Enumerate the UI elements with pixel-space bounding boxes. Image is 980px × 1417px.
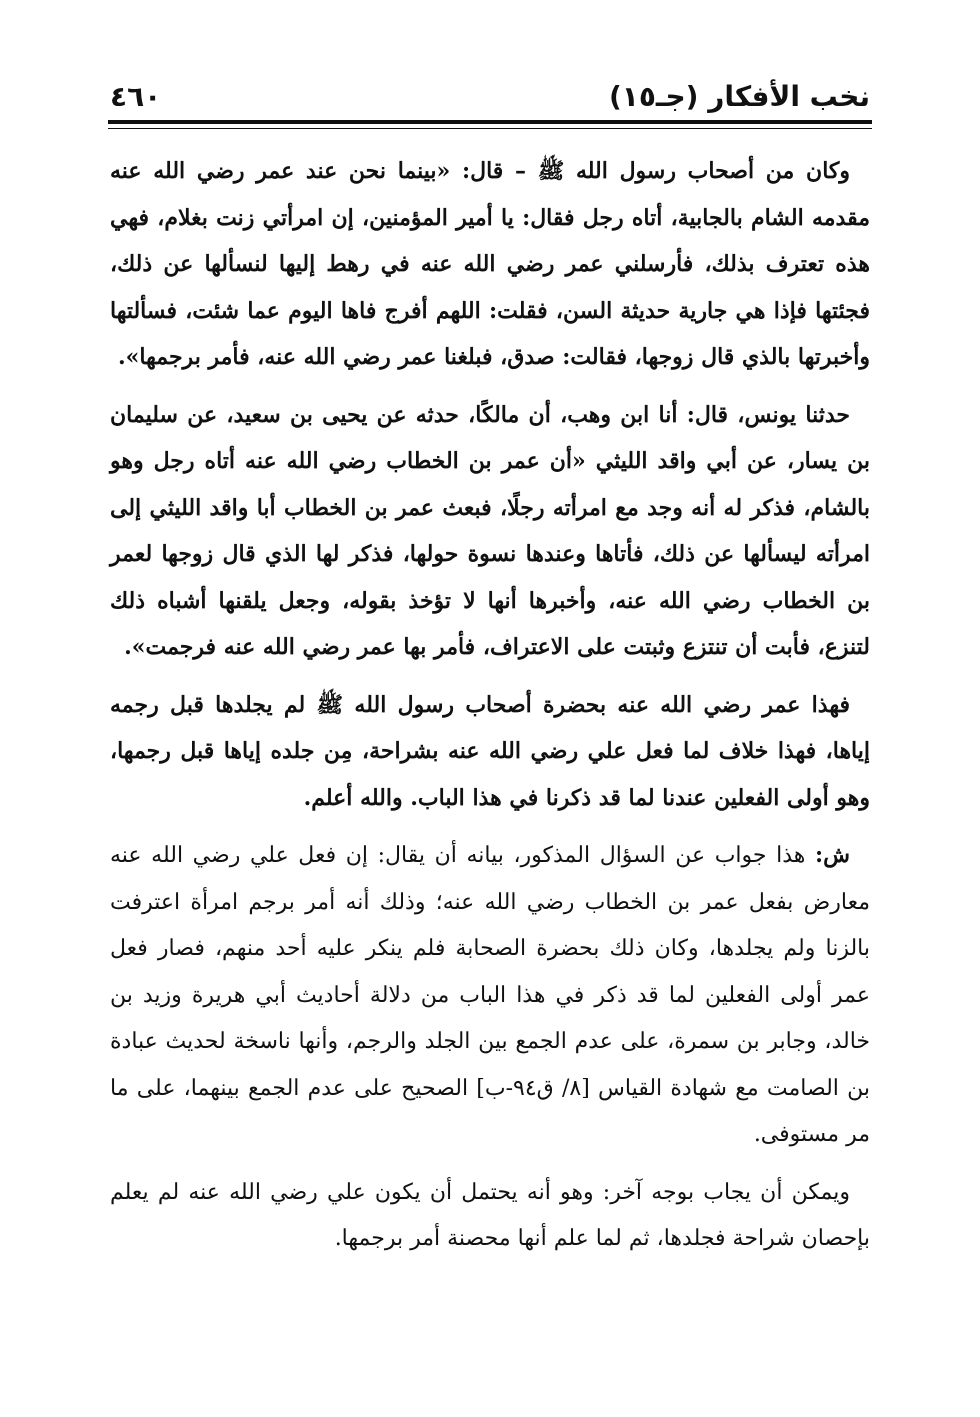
book-title: نخب الأفكار (جـ١٥) — [608, 80, 870, 113]
page-header — [110, 80, 870, 113]
header-rule-thick — [108, 120, 872, 124]
sharh-marker: ش: — [815, 842, 850, 868]
paragraph-commentary: فهذا عمر رضي الله عنه بحضرة أصحاب رسول الله ﷺ لم يجلدها قبل رجمه إياها، فهذا خلاف لما فعل علي رضي الله عنه بشراحة، مِن جلده إياها قبل رجمها، وهو أولى الفعلين عندنا لما قد ذكرنا في هذا الباب. والله أعلم. — [110, 691, 870, 811]
page-number: ٤٦٠ — [110, 80, 162, 113]
paragraph-hadith-2: حدثنا يونس، قال: أنا ابن وهب، أن مالكًا، حدثه عن يحيى بن سعيد، عن سليمان بن يسار، عن أبي واقد الليثي «أن عمر بن الخطاب رضي الله عنه أتاه رجل وهو بالشام، فذكر له أنه وجد مع امرأته رجلًا، فبعث عمر بن الخطاب أبا واقد الليثي إلى امرأته ليسألها عن ذلك، فأتاها وعندها نسوة حولها، فذكر لها الذي قال زوجها لعمر بن الخطاب رضي الله عنه، وأخبرها أنها لا تؤخذ بقوله، وجعل يلقنها أشباه ذلك لتنزع، فأبت أن تنتزع وثبتت على الاعتراف، فأمر بها عمر رضي الله عنه فرجمت». — [110, 401, 870, 660]
page-body — [110, 148, 870, 1263]
paragraph-sharh — [110, 832, 870, 1159]
paragraph-hadith-1: وكان من أصحاب رسول الله ﷺ – قال: «بينما نحن عند عمر رضي الله عنه مقدمه الشام بالجابية، أتاه رجل فقال: يا أمير المؤمنين، إن امرأتي زنت بغلام، فهي هذه تعترف بذلك، فأرسلني عمر رضي الله عنه في رهط إليها لنسألها عن ذلك، فجئتها فإذا هي جارية حديثة السن، فقلت: اللهم أفرج فاها اليوم عما شئت، فسألتها وأخبرتها بالذي قال زوجها، فقالت: صدق، فبلغنا عمر رضي الله عنه، فأمر برجمها». — [110, 158, 870, 370]
sharh-text: هذا جواب عن السؤال المذكور، بيانه أن يقال: إن فعل علي رضي الله عنه معارض بفعل عمر بن الخطاب رضي الله عنه؛ وذلك أنه أمر برجم امرأة اعترفت بالزنا ولم يجلدها، وكان ذلك بحضرة الصحابة فلم ينكر عليه أحد منهم، فصار فعل عمر أولى الفعلين لما قد ذكر في هذا الباب من دلالة أحاديث أبي هريرة وزيد بن خالد، وجابر بن سمرة، على عدم الجمع بين الجلد والرجم، وأنها ناسخة لحديث عبادة بن الصامت مع شهادة القياس [٨/ ق٩٤-ب] الصحيح على عدم الجمع بينهما، على ما مر مستوفى. — [110, 843, 871, 1147]
paragraph-final: ويمكن أن يجاب بوجه آخر: وهو أنه يحتمل أن يكون علي رضي الله عنه لم يعلم بإحصان شراحة فجلدها، ثم لما علم أنها محصنة أمر برجمها. — [110, 1179, 870, 1251]
header-rule-thin — [108, 128, 872, 129]
